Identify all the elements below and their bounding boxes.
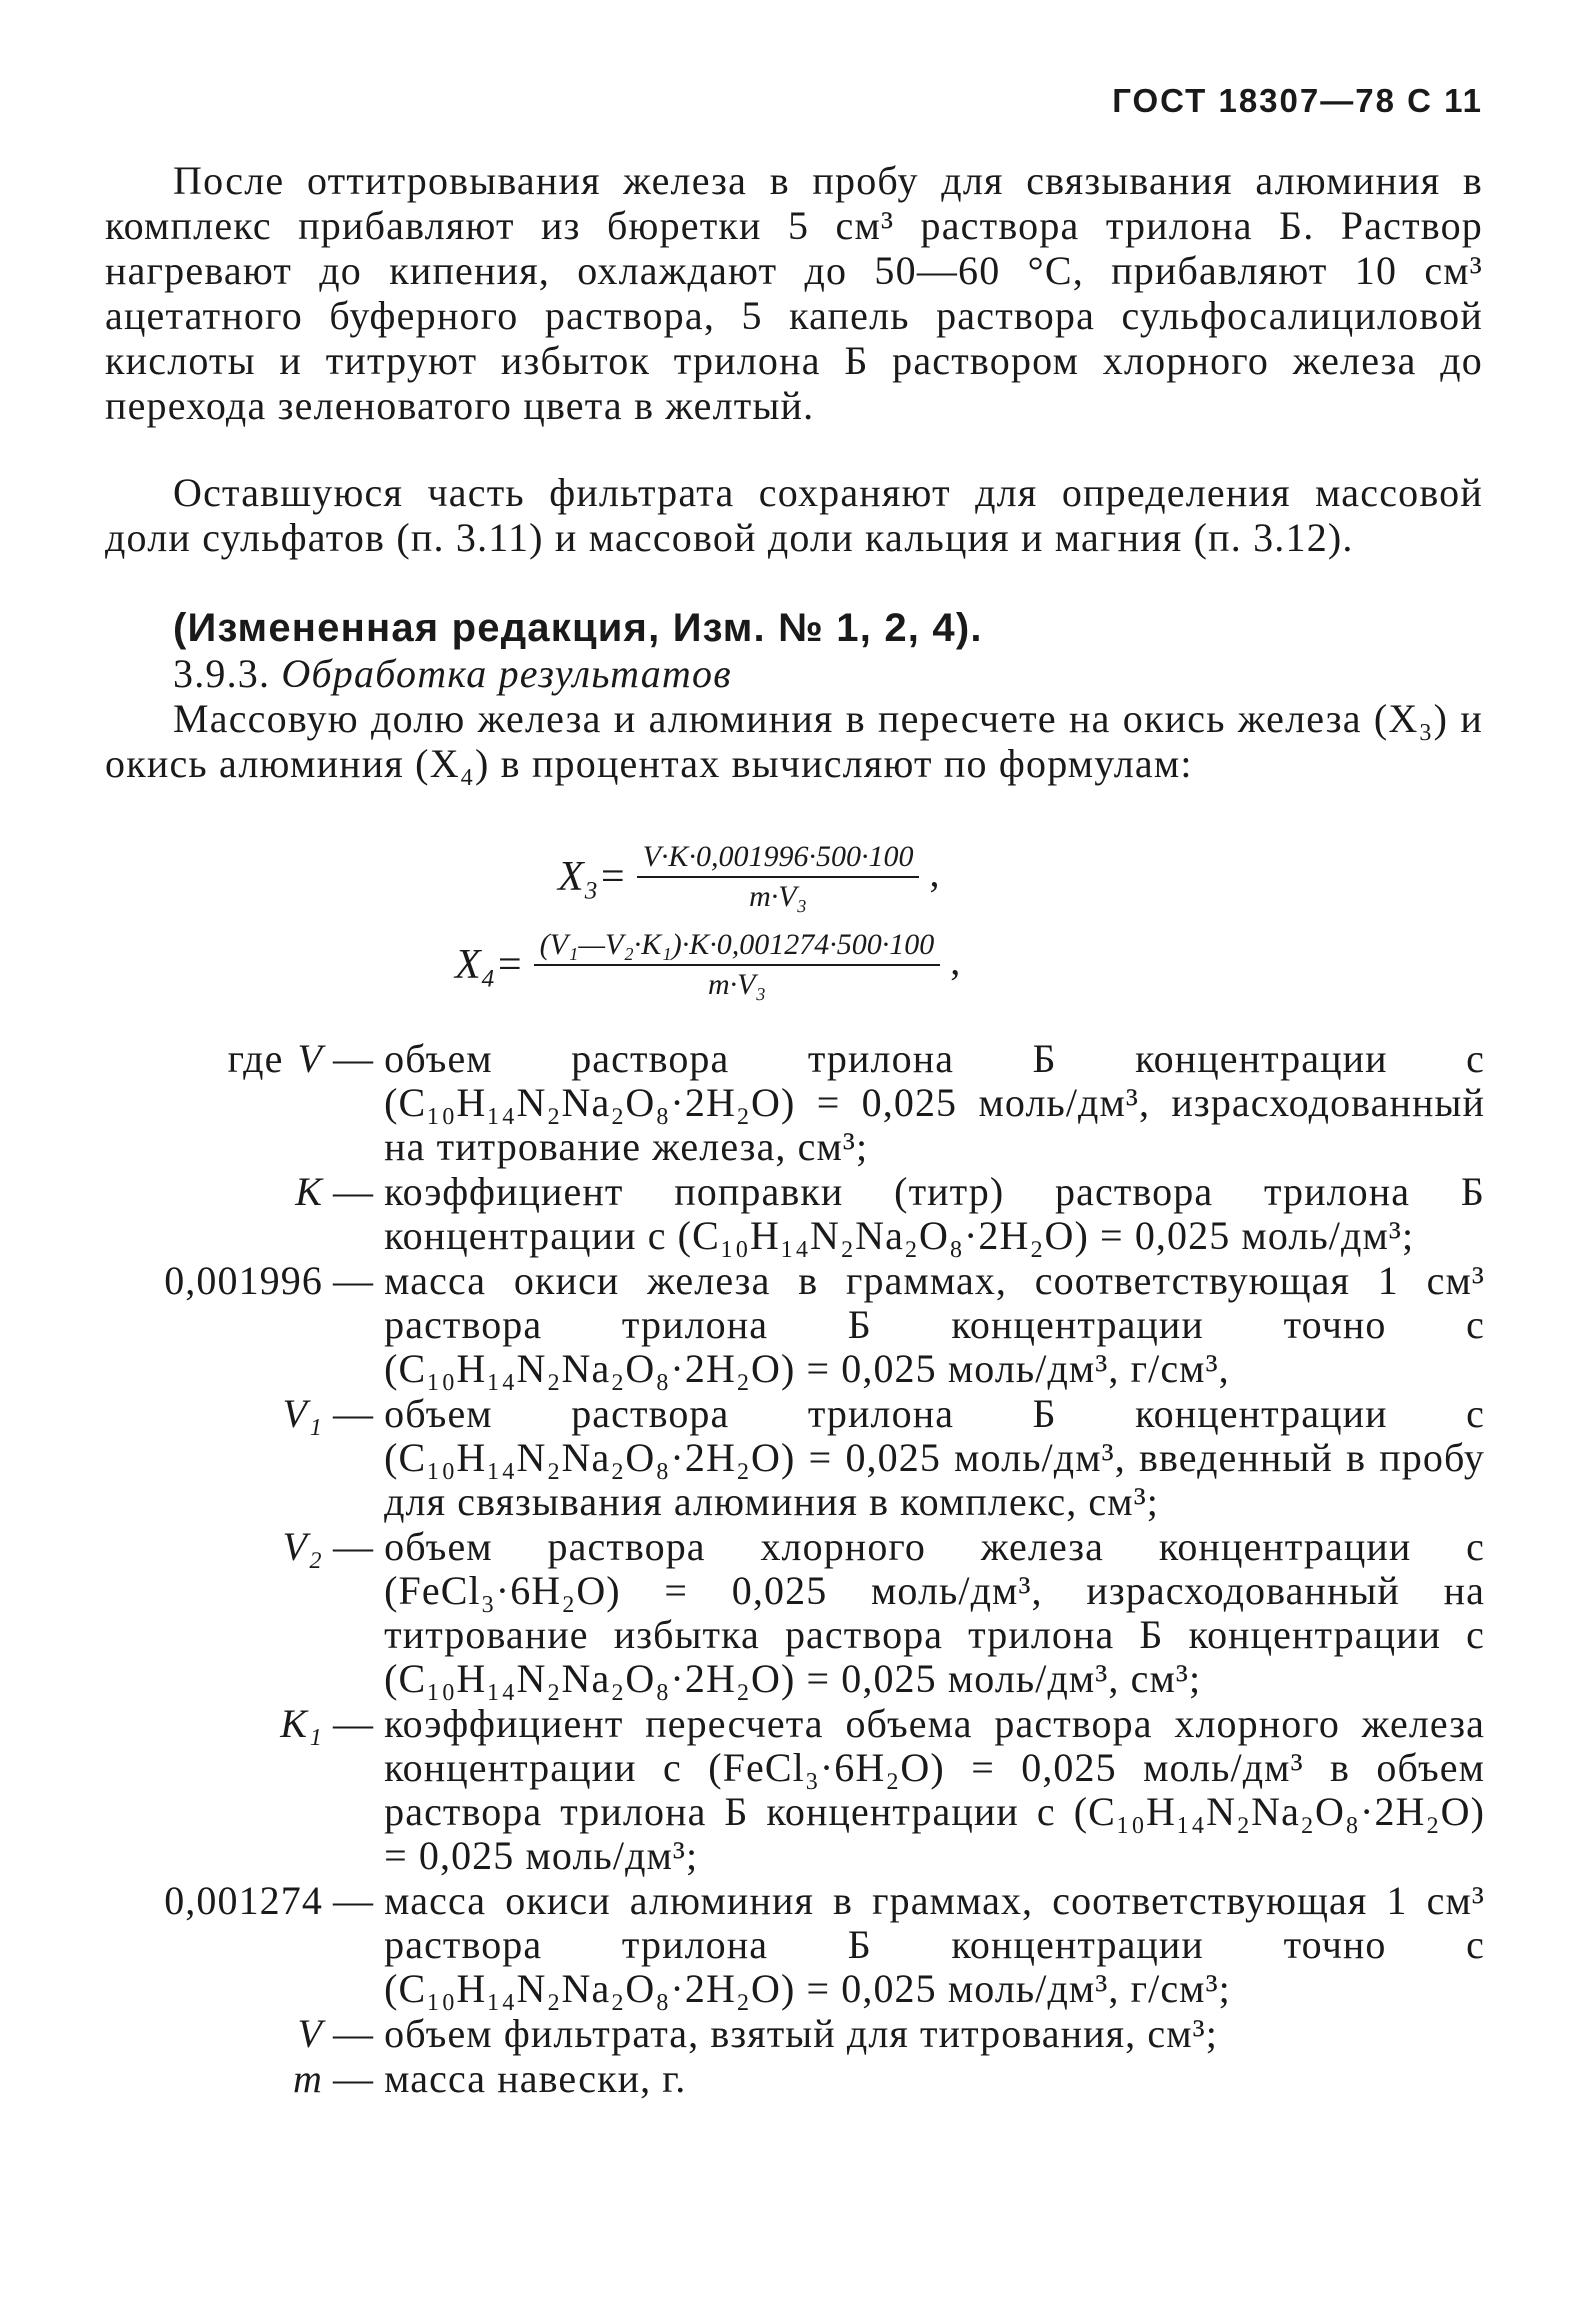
section-title: Обработка результатов [281, 651, 732, 696]
definition-description: масса окиси алюминия в граммах, соответствующая 1 см³ раствора трилона Б концентрации точно c (C₁₀H₁₄N₂Na₂O₈·2H₂O) = 0,025 моль/дм³, г/см³; [384, 1878, 1485, 2011]
definition-symbol: 0,001996 [164, 1258, 323, 1303]
formula-x4-numerator: (V₁—V₂·K₁)·K·0,001274·500·100 [534, 928, 941, 966]
definition-symbol: V [297, 1036, 323, 1081]
definition-description: объем раствора трилона Б концентрации c (C₁₀H₁₄N₂Na₂O₈·2H₂O) = 0,025 моль/дм³, израсходованный на титрование железа, см³; [384, 1036, 1485, 1169]
definition-description: объем фильтрата, взятый для титрования, см³; [384, 2011, 1218, 2056]
formula-x4-trail: , [950, 938, 961, 984]
definition-symbol: V₂ [282, 1524, 323, 1569]
amendment-note: (Измененная редакция, Изм. № 1, 2, 4). [173, 606, 983, 650]
definition-item [105, 1259, 1485, 1391]
definition-dash: — [333, 2056, 375, 2101]
definitions-list [105, 1037, 1485, 2102]
formula-x3-trail: , [929, 850, 940, 896]
definition-term [105, 1702, 323, 1746]
definition-dash: — [333, 2011, 375, 2056]
definition-term [105, 1037, 323, 1081]
definition-prefix: где [227, 1036, 284, 1081]
definition-symbol: K₁ [280, 1701, 323, 1746]
section-heading [173, 651, 732, 696]
definition-item [105, 2012, 1485, 2056]
definition-item [105, 1702, 1485, 1878]
definition-symbol: m [293, 2056, 323, 2101]
definition-dash: — [333, 1701, 375, 1746]
definition-item [105, 1879, 1485, 2011]
definition-dash: — [333, 1036, 375, 1081]
definition-term [105, 1392, 323, 1436]
definition-dash: — [333, 1391, 375, 1436]
definition-symbol: V₁ [282, 1391, 323, 1436]
definition-symbol: V [297, 2011, 323, 2056]
definition-term [105, 1525, 323, 1569]
formula-x3-lhs: X₃= [558, 854, 627, 900]
paragraph-filtrate: Оставшуюся часть фильтрата сохраняют для определения массовой доли сульфатов (п. 3.11) и массовой доли кальция и магния (п. 3.12). [105, 470, 1483, 560]
page-header: ГОСТ 18307—78 С 11 [1112, 82, 1483, 119]
definition-dash: — [333, 1524, 375, 1569]
definition-item [105, 1392, 1485, 1524]
definition-term [105, 1879, 323, 1923]
formula-x3-numerator: V·K·0,001996·500·100 [637, 840, 920, 878]
definition-dash: — [333, 1169, 375, 1214]
definition-item [105, 1170, 1485, 1258]
formula-x4-fraction [534, 928, 941, 1002]
formula-x4 [455, 928, 960, 1002]
definition-dash: — [333, 1878, 375, 1923]
formula-x3-fraction [637, 840, 920, 914]
definition-description: масса окиси железа в граммах, соответствующая 1 см³ раствора трилона Б концентрации точно c (C₁₀H₁₄N₂Na₂O₈·2H₂O) = 0,025 моль/дм³, г/см³, [384, 1258, 1485, 1391]
definition-description: масса навески, г. [384, 2056, 687, 2101]
section-number: 3.9.3. [173, 651, 271, 696]
formula-x3-denominator: m·V₃ [749, 880, 807, 913]
definition-description: объем раствора трилона Б концентрации c (C₁₀H₁₄N₂Na₂O₈·2H₂O) = 0,025 моль/дм³, введенный в пробу для связывания алюминия в комплекс, см³; [384, 1391, 1485, 1524]
definition-dash: — [333, 1258, 375, 1303]
definition-term [105, 2057, 323, 2101]
definition-description: коэффициент поправки (титр) раствора трилона Б концентрации c (C₁₀H₁₄N₂Na₂O₈·2H₂O) = 0,025 моль/дм³; [384, 1169, 1485, 1258]
definition-description: объем раствора хлорного железа концентрации c (FeCl₃·6H₂O) = 0,025 моль/дм³, израсходованный на титрование избытка раствора трилона Б концентрации c (C₁₀H₁₄N₂Na₂O₈·2H₂O) = 0,025 моль/дм³, см³; [384, 1524, 1485, 1701]
definition-item [105, 1037, 1485, 1169]
definition-description: коэффициент пересчета объема раствора хлорного железа концентрации c (FeCl₃·6H₂O) = 0,025 моль/дм³ в объем раствора трилона Б концентрации c (C₁₀H₁₄N₂Na₂O₈·2H₂O) = 0,025 моль/дм³; [384, 1701, 1485, 1878]
definition-item [105, 2057, 1485, 2101]
paragraph-formula-intro: Массовую долю железа и алюминия в пересчете на окись железа (X₃) и окись алюминия (X₄) в процентах вычисляют по формулам: [105, 696, 1483, 786]
definition-term [105, 1170, 323, 1214]
formula-x3 [558, 840, 939, 914]
definition-item [105, 1525, 1485, 1701]
formula-x4-lhs: X₄= [455, 942, 524, 988]
definition-symbol: 0,001274 [164, 1878, 323, 1923]
definition-term [105, 1259, 323, 1303]
paragraph-titration: После оттитровывания железа в пробу для связывания алюминия в комплекс прибавляют из бюретки 5 см³ раствора трилона Б. Раствор нагревают до кипения, охлаждают до 50—60 °С, прибавляют 10 см³ ацетатного буферного раствора, 5 капель раствора сульфосалициловой кислоты и титруют избыток трилона Б раствором хлорного железа до перехода зеленоватого цвета в желтый. [105, 158, 1483, 428]
formula-x4-denominator: m·V₃ [707, 968, 766, 1001]
definition-term [105, 2012, 323, 2056]
definition-symbol: K [295, 1169, 323, 1214]
